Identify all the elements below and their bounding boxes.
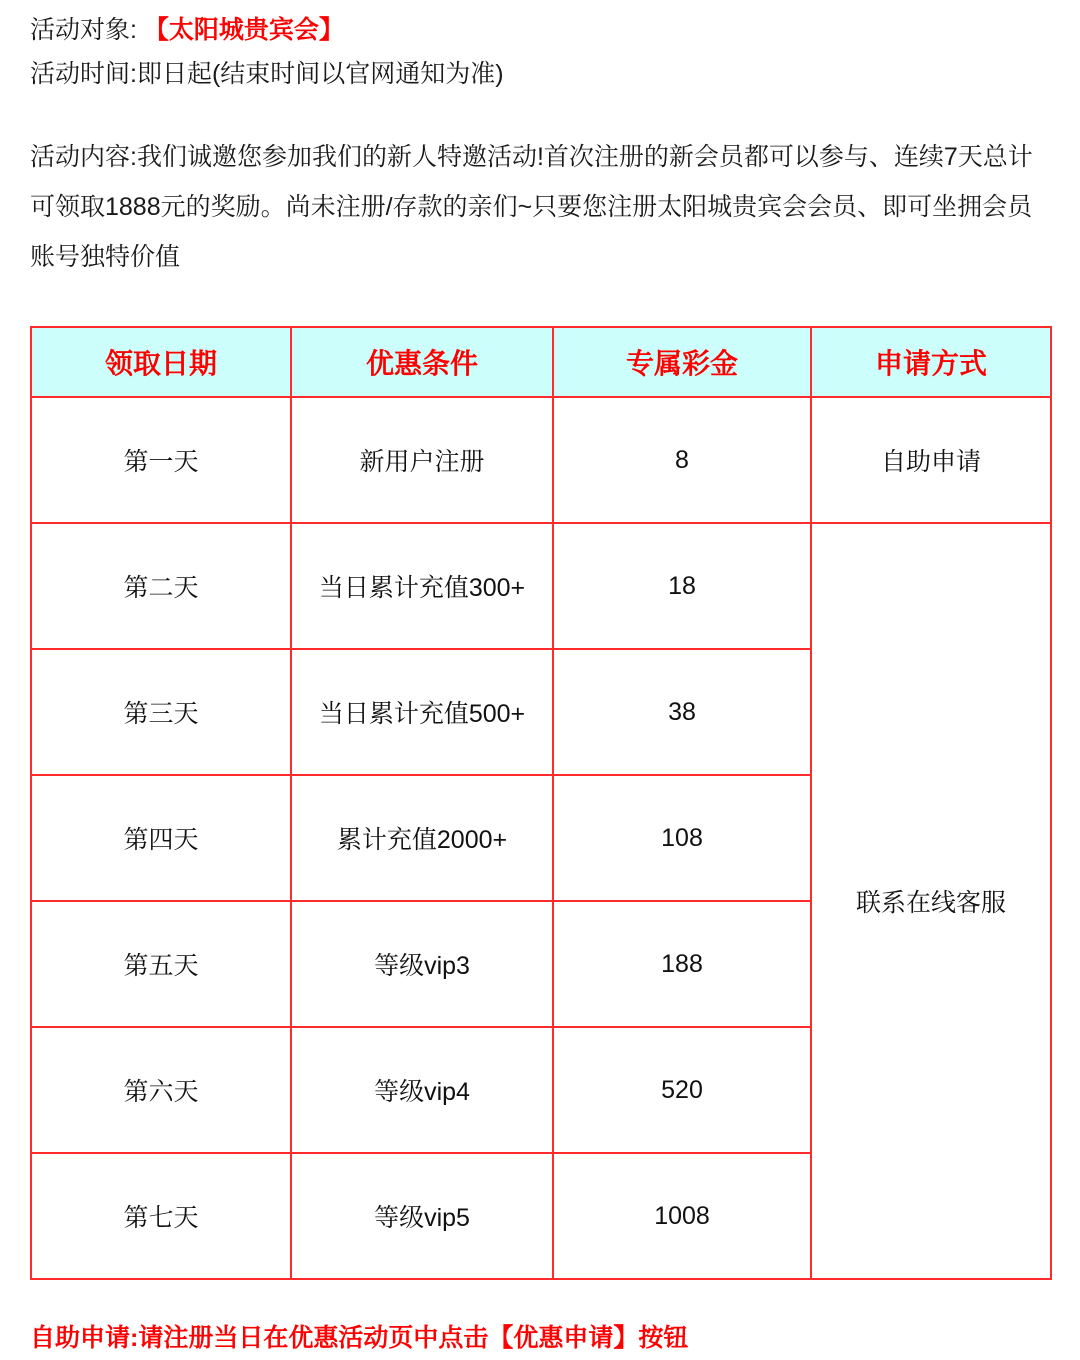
table-row bbox=[31, 397, 1051, 523]
cell-condition: 新用户注册 bbox=[291, 397, 553, 523]
table-head bbox=[31, 327, 1051, 397]
cell-bonus: 38 bbox=[553, 649, 811, 775]
cell-apply-self: 自助申请 bbox=[811, 397, 1051, 523]
header-condition: 优惠条件 bbox=[291, 327, 553, 397]
cell-bonus: 8 bbox=[553, 397, 811, 523]
header-bonus: 专属彩金 bbox=[553, 327, 811, 397]
cell-bonus: 18 bbox=[553, 523, 811, 649]
table-row bbox=[31, 523, 1051, 649]
cell-day: 第三天 bbox=[31, 649, 291, 775]
table-header-row bbox=[31, 327, 1051, 397]
cell-condition: 当日累计充值300+ bbox=[291, 523, 553, 649]
cell-bonus: 108 bbox=[553, 775, 811, 901]
cell-bonus: 1008 bbox=[553, 1153, 811, 1279]
cell-day: 第二天 bbox=[31, 523, 291, 649]
header-claim-date: 领取日期 bbox=[31, 327, 291, 397]
cell-condition: 累计充值2000+ bbox=[291, 775, 553, 901]
cell-condition: 等级vip4 bbox=[291, 1027, 553, 1153]
activity-target-line bbox=[30, 8, 1050, 52]
cell-condition: 等级vip5 bbox=[291, 1153, 553, 1279]
cell-bonus: 188 bbox=[553, 901, 811, 1027]
intro-spacer bbox=[30, 96, 1050, 132]
promo-table bbox=[30, 326, 1052, 1280]
activity-target-label: 活动对象: bbox=[30, 16, 144, 44]
cell-day: 第一天 bbox=[31, 397, 291, 523]
cell-day: 第五天 bbox=[31, 901, 291, 1027]
self-apply-note: 自助申请:请注册当日在优惠活动页中点击【优惠申请】按钮 bbox=[30, 1324, 689, 1352]
table-body bbox=[31, 397, 1051, 1279]
cell-day: 第六天 bbox=[31, 1027, 291, 1153]
activity-time-line: 活动时间:即日起(结束时间以官网通知为准) bbox=[30, 60, 504, 88]
activity-content-paragraph: 活动内容:我们诚邀您参加我们的新人特邀活动!首次注册的新会员都可以参与、连续7天总计可领取1888元的奖励。尚未注册/存款的亲们~只要您注册太阳城贵宾会会员、即可坐拥会员账号独特价值 bbox=[30, 143, 1033, 271]
cell-bonus: 520 bbox=[553, 1027, 811, 1153]
cell-apply-merged: 联系在线客服 bbox=[811, 523, 1051, 1279]
header-apply-method: 申请方式 bbox=[811, 327, 1051, 397]
cell-day: 第四天 bbox=[31, 775, 291, 901]
cell-condition: 等级vip3 bbox=[291, 901, 553, 1027]
cell-day: 第七天 bbox=[31, 1153, 291, 1279]
activity-target-value: 【太阳城贵宾会】 bbox=[143, 16, 344, 44]
intro-section bbox=[0, 0, 1080, 282]
cell-condition: 当日累计充值500+ bbox=[291, 649, 553, 775]
